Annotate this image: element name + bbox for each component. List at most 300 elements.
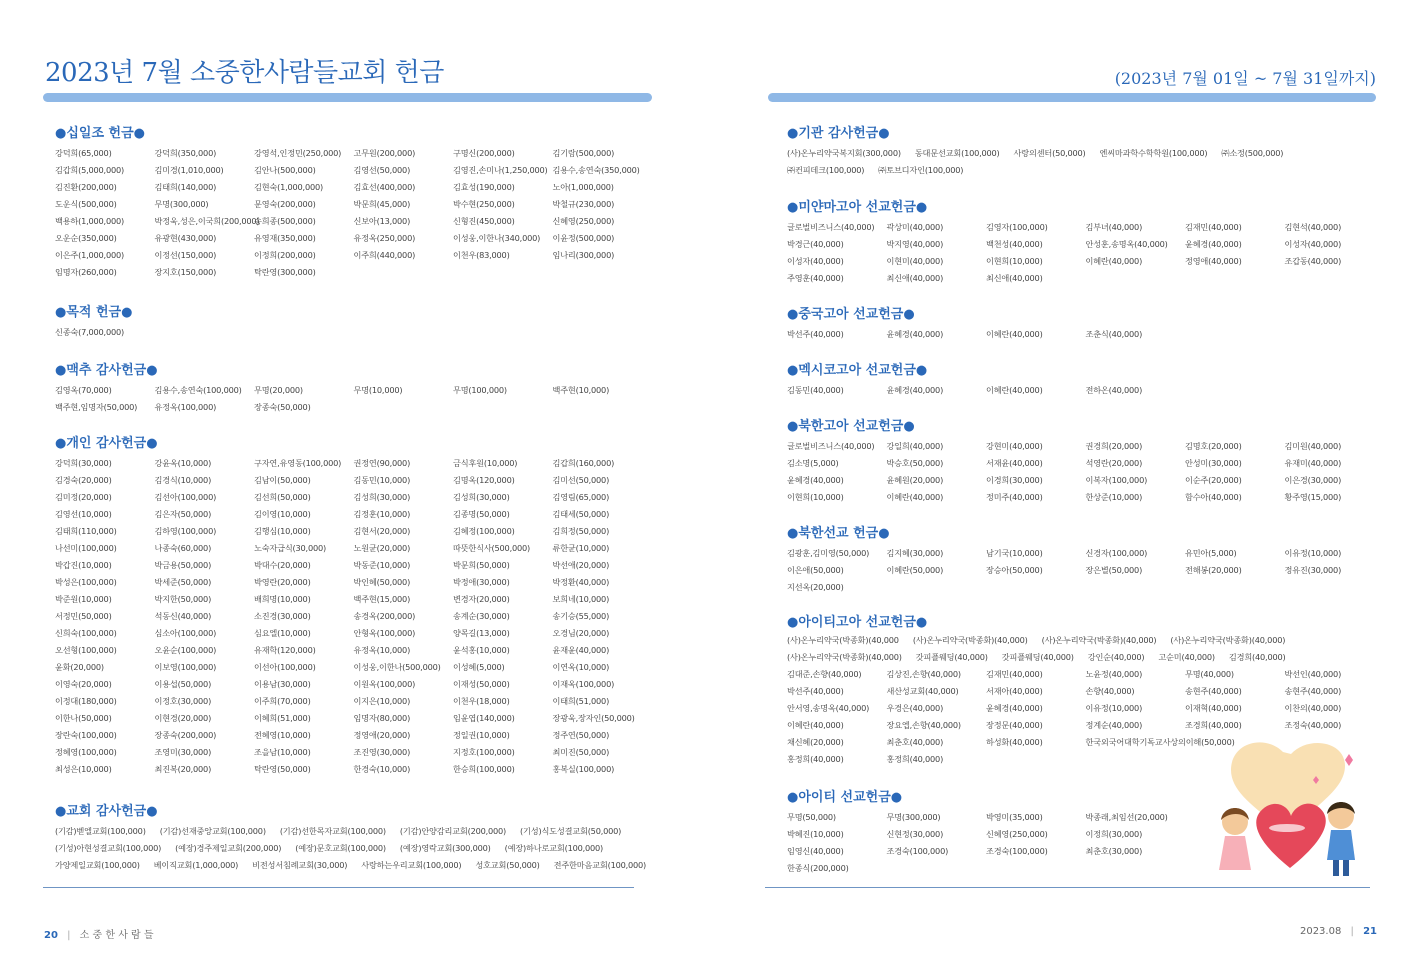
issue-date: 2023.08 — [1299, 926, 1342, 937]
donor-entry: 백천성(40,000) — [986, 239, 1043, 249]
donor-entry: 최신애(40,000) — [886, 273, 944, 283]
donor-row — [787, 649, 1384, 666]
donor-entry: 이성혜(5,000) — [453, 662, 505, 672]
donor-entry: 서정민(50,000) — [55, 611, 112, 621]
donor-entry: 김선희(50,000) — [254, 492, 311, 502]
donor-grid — [787, 219, 1384, 287]
donor-entry: 함수아(40,000) — [1185, 492, 1242, 502]
donor-entry: 최성은(10,000) — [55, 764, 112, 774]
donor-entry: 이혜란(40,000) — [787, 720, 844, 730]
donor-entry: 김행심(10,000) — [254, 526, 311, 536]
donor-entry: (사)온누리약국복지회(300,000) — [787, 148, 901, 158]
donor-entry: 윤혜경(40,000) — [886, 385, 944, 395]
donor-entry: ㈜컨피데크(100,000) — [787, 165, 865, 175]
donor-entry: ㈜소정(500,000) — [1221, 148, 1284, 158]
donor-entry: 김희정(50,000) — [552, 526, 610, 536]
donor-grid — [55, 455, 652, 778]
donor-entry: 한상준(10,000) — [1085, 492, 1143, 502]
donor-entry: 김명옥(120,000) — [453, 475, 515, 485]
magazine-name: 소 중 한 사 람 들 — [79, 930, 154, 941]
donor-entry: 김동민(40,000) — [787, 385, 844, 395]
donor-entry: 박지한(50,000) — [154, 594, 212, 604]
donor-entry: 장광욱,장자인(50,000) — [552, 713, 635, 723]
donor-entry: 송희종(500,000) — [254, 216, 316, 226]
donor-entry: 안성미(30,000) — [1185, 458, 1242, 468]
donor-entry: 김미경(1,010,000) — [154, 165, 224, 175]
donor-entry: 김영선(50,000) — [353, 165, 411, 175]
donor-entry: 송현주(40,000) — [1284, 686, 1342, 696]
donor-entry: 조경숙(100,000) — [886, 846, 949, 856]
donor-entry: 이현희(10,000) — [787, 492, 844, 502]
donor-entry: 가양제일교회(100,000) — [55, 860, 140, 870]
donor-entry: (기감)선한목자교회(100,000) — [279, 826, 386, 836]
donor-entry: 송기승(55,000) — [552, 611, 610, 621]
donor-entry: 최진복(20,000) — [154, 764, 212, 774]
donor-entry: 박선인(40,000) — [1284, 669, 1342, 679]
donor-entry: 김선아(100,000) — [154, 492, 217, 502]
donor-entry: 이혜란(40,000) — [1085, 256, 1143, 266]
donor-entry: 박갑진(10,000) — [55, 560, 112, 570]
donor-entry: 무명(300,000) — [886, 812, 941, 822]
donor-entry: 이용섭(50,000) — [154, 679, 212, 689]
donor-entry: 이혜란(40,000) — [986, 385, 1043, 395]
donor-entry: 한승희(100,000) — [453, 764, 515, 774]
donor-entry: 박영란(20,000) — [254, 577, 311, 587]
purpose-section — [55, 303, 652, 341]
donor-entry: 이천우(83,000) — [453, 250, 510, 260]
donor-row — [787, 632, 1384, 649]
donor-entry: 최미진(50,000) — [552, 747, 610, 757]
donor-entry: 박혜진(10,000) — [787, 829, 844, 839]
donor-entry: 조경희(40,000) — [1185, 720, 1242, 730]
donor-entry: 이현희(10,000) — [986, 256, 1043, 266]
donor-entry: (사)온누리약국(박종화)(40,000) — [1041, 635, 1157, 645]
donor-entry: 김경희(40,000) — [1228, 652, 1286, 662]
donor-entry: 윤화(20,000) — [55, 662, 104, 672]
donor-entry: 정영애(20,000) — [353, 730, 411, 740]
donor-entry: 무명(100,000) — [453, 385, 507, 395]
donor-entry: 김성희(30,000) — [453, 492, 510, 502]
donor-entry: 박동준(10,000) — [353, 560, 411, 570]
donor-entry: 김영자(100,000) — [986, 222, 1048, 232]
donor-entry: 송현주(40,000) — [1185, 686, 1242, 696]
donor-row — [55, 857, 660, 874]
donor-entry: 안성훈,송명옥(40,000) — [1085, 239, 1168, 249]
donor-entry: 홍정희(40,000) — [886, 754, 944, 764]
section-title: ●북한고아 선교헌금● — [787, 419, 915, 434]
donor-entry: 김소명(5,000) — [787, 458, 839, 468]
donor-entry: 김지혜(30,000) — [886, 548, 944, 558]
donor-entry: 김정훈(10,000) — [353, 509, 411, 519]
donor-entry: 이연옥(10,000) — [552, 662, 610, 672]
donor-entry: 지정호(100,000) — [453, 747, 515, 757]
donor-entry: 갓피플웨딩(40,000) — [915, 652, 988, 662]
donor-entry: 김성희(30,000) — [353, 492, 411, 502]
donor-entry: 백용하(1,000,000) — [55, 216, 124, 226]
donor-entry: 변경자(20,000) — [453, 594, 510, 604]
donor-entry: ㈜토브디자인(100,000) — [878, 165, 964, 175]
donor-entry: 이정선(150,000) — [154, 250, 217, 260]
donor-entry: 주영훈(40,000) — [787, 273, 844, 283]
donor-entry: 이정희(30,000) — [1085, 829, 1143, 839]
donor-entry: 임명자(260,000) — [55, 267, 117, 277]
donor-entry: 송경옥(200,000) — [353, 611, 416, 621]
section-title: ●개인 감사헌금● — [55, 436, 158, 451]
donor-entry: (사)온누리약국(박종화)(40,000 — [787, 635, 899, 645]
donor-entry: 김현숙(1,000,000) — [254, 182, 323, 192]
section-title: ●아이티 선교헌금● — [787, 790, 903, 805]
donor-entry: 신현정(30,000) — [886, 829, 944, 839]
donor-entry: 오윤순(100,000) — [154, 645, 217, 655]
donor-entry: 강인순(40,000) — [1087, 652, 1145, 662]
donor-entry: (예장)하나로교회(100,000) — [504, 843, 604, 853]
donor-entry: 김영림(65,000) — [552, 492, 610, 502]
section-title: ●멕시코고아 선교헌금● — [787, 363, 928, 378]
donor-entry: 무명(10,000) — [353, 385, 403, 395]
section-title: ●아이티고아 선교헌금● — [787, 615, 928, 630]
donor-entry: 윤재윤(40,000) — [552, 645, 610, 655]
china-section — [787, 305, 1384, 343]
donor-entry: 유정옥(250,000) — [353, 233, 416, 243]
donor-entry: 박경근(40,000) — [787, 239, 844, 249]
donor-entry: 박정환(40,000) — [552, 577, 610, 587]
donor-entry: 김용수,송연숙(350,000) — [552, 165, 640, 175]
donor-entry: 최춘호(30,000) — [1085, 846, 1143, 856]
donor-entry: 이윤정(500,000) — [552, 233, 615, 243]
donor-entry: 권경희(20,000) — [1085, 441, 1143, 451]
donor-entry: 김영진,손미나(1,250,000) — [453, 165, 548, 175]
donor-entry: (예장)영락교회(300,000) — [399, 843, 491, 853]
donor-entry: 임영신(40,000) — [787, 846, 844, 856]
donor-entry: 김영옥(70,000) — [55, 385, 112, 395]
donor-entry: 한종식(200,000) — [787, 863, 849, 873]
donor-entry: 백주현(10,000) — [552, 385, 610, 395]
donor-entry: 심요엘(10,000) — [254, 628, 311, 638]
donor-entry: 김미선(50,000) — [552, 475, 610, 485]
donor-entry: 구명신(200,000) — [453, 148, 515, 158]
donor-entry: 이정희(200,000) — [254, 250, 316, 260]
donor-entry: 신혜영(250,000) — [986, 829, 1048, 839]
donor-entry: 강윤옥(10,000) — [154, 458, 212, 468]
donor-entry: 이유정(10,000) — [1284, 548, 1342, 558]
donor-entry: (기감)벧엘교회(100,000) — [55, 826, 146, 836]
donor-entry: 이주희(70,000) — [254, 696, 311, 706]
footer-left — [44, 926, 154, 941]
donor-entry: 김태세(50,000) — [552, 509, 610, 519]
title-bar-right — [768, 93, 1376, 102]
section-title: ●십일조 헌금● — [55, 126, 146, 141]
donor-entry: 박정욱,성은,이국희(200,000) — [154, 216, 260, 226]
donor-entry: 박철규(230,000) — [552, 199, 615, 209]
donor-rows — [787, 632, 1384, 666]
donor-entry: 한경숙(10,000) — [353, 764, 411, 774]
donor-entry: 김재민(40,000) — [986, 669, 1043, 679]
donor-entry: 임명자(80,000) — [353, 713, 411, 723]
donor-entry: 비전성서침례교회(30,000) — [252, 860, 348, 870]
section-title: ●미얀마고아 선교헌금● — [787, 200, 928, 215]
donor-entry: 성호교회(50,000) — [475, 860, 540, 870]
donor-entry: 박승호(50,000) — [886, 458, 944, 468]
donor-entry: 이혜란(40,000) — [986, 329, 1043, 339]
donor-entry: 이지은(10,000) — [353, 696, 411, 706]
donor-entry: 전해봉(20,000) — [1185, 565, 1242, 575]
donor-grid — [55, 324, 652, 341]
donor-entry: 이현미(40,000) — [886, 256, 944, 266]
section-title: ●목적 헌금● — [55, 305, 133, 320]
donor-entry: 이재옥(100,000) — [552, 679, 615, 689]
donor-entry: 남기국(10,000) — [986, 548, 1043, 558]
donor-entry: 박준원(10,000) — [55, 594, 112, 604]
donor-grid — [787, 382, 1384, 399]
donor-entry: 장지호(150,000) — [154, 267, 217, 277]
donor-entry: 오경님(20,000) — [552, 628, 610, 638]
donor-entry: 금식후원(10,000) — [453, 458, 518, 468]
donor-entry: 권정연(90,000) — [353, 458, 411, 468]
donor-entry: 석동신(40,000) — [154, 611, 212, 621]
donor-entry: 문영숙(200,000) — [254, 199, 316, 209]
donor-entry: 무명(50,000) — [787, 812, 836, 822]
donor-entry: 유정옥(100,000) — [154, 402, 217, 412]
donor-entry: 송계순(30,000) — [453, 611, 510, 621]
donor-entry: 이은주(1,000,000) — [55, 250, 124, 260]
donor-entry: 이성자(40,000) — [787, 256, 844, 266]
donor-entry: 이순주(20,000) — [1185, 475, 1242, 485]
donor-entry: 베이직교회(1,000,000) — [153, 860, 239, 870]
donor-entry: 따뜻한식사(500,000) — [453, 543, 530, 553]
section-title: ●맥추 감사헌금● — [55, 363, 158, 378]
donor-grid — [55, 145, 652, 281]
donor-entry: 신종숙(7,000,000) — [55, 327, 124, 337]
donor-entry: 유민아(5,000) — [1185, 548, 1237, 558]
donor-entry: 이재혁(40,000) — [1185, 703, 1242, 713]
donor-entry: 임나리(300,000) — [552, 250, 615, 260]
donor-entry: 장종숙(200,000) — [154, 730, 217, 740]
footer-separator: | — [67, 930, 71, 941]
donor-entry: 신희숙(100,000) — [55, 628, 117, 638]
donor-grid — [787, 545, 1384, 596]
donor-entry: 백주현(15,000) — [353, 594, 411, 604]
title-bar-left — [43, 93, 652, 102]
donor-entry: 윤혜경(40,000) — [1185, 239, 1242, 249]
donor-entry: 신경자(100,000) — [1085, 548, 1148, 558]
donor-entry: 이보영(100,000) — [154, 662, 217, 672]
donor-entry: 김효선(400,000) — [353, 182, 416, 192]
donor-entry: (사)온누리약국(박종화)(40,000) — [787, 652, 902, 662]
donor-entry: 전혜영(10,000) — [254, 730, 311, 740]
donor-entry: 홍정희(40,000) — [787, 754, 844, 764]
donor-entry: 나선미(100,000) — [55, 543, 117, 553]
donor-entry: 박세준(50,000) — [154, 577, 212, 587]
donor-entry: (사)온누리약국(박종화)(40,000) — [1170, 635, 1286, 645]
donor-entry: 전하온(40,000) — [1085, 385, 1143, 395]
donor-entry: 김영선(10,000) — [55, 509, 112, 519]
donor-entry: 이경희(30,000) — [986, 475, 1043, 485]
section-title: ●북한선교 헌금● — [787, 526, 890, 541]
section-title: ●중국고아 선교헌금● — [787, 307, 915, 322]
donor-entry: 최춘호(40,000) — [886, 737, 944, 747]
donor-entry: 윤혜경(40,000) — [886, 329, 944, 339]
donor-entry: 도운식(500,000) — [55, 199, 117, 209]
donor-entry: (기감)안양감리교회(200,000) — [399, 826, 507, 836]
donor-entry: (예장)경주제일교회(200,000) — [175, 843, 282, 853]
donor-entry: 정혜영(100,000) — [55, 747, 117, 757]
donor-entry: 사랑하는우리교회(100,000) — [361, 860, 462, 870]
donor-entry: 윤혜경(40,000) — [986, 703, 1043, 713]
donor-entry: 김효성(190,000) — [453, 182, 515, 192]
donor-entry: 엔씨마과학수학학원(100,000) — [1099, 148, 1208, 158]
donor-entry: 김태희(140,000) — [154, 182, 217, 192]
donor-entry: 강현미(40,000) — [986, 441, 1043, 451]
donor-entry: 이용남(30,000) — [254, 679, 311, 689]
donor-entry: 윤혜원(20,000) — [886, 475, 944, 485]
personal-thanks-section — [55, 434, 652, 778]
donor-entry: 무명(300,000) — [154, 199, 209, 209]
donor-entry: 심소아(100,000) — [154, 628, 217, 638]
donor-entry: 신보아(13,000) — [353, 216, 411, 226]
donor-entry: 박수현(250,000) — [453, 199, 515, 209]
page-title: 2023년 7월 소중한사람들교회 헌금 — [45, 58, 444, 88]
donor-entry: 이혜희(51,000) — [254, 713, 311, 723]
donor-entry: 고순미(40,000) — [1158, 652, 1215, 662]
donor-entry: 손향(40,000) — [1085, 686, 1135, 696]
donor-entry: 김하영(100,000) — [154, 526, 217, 536]
donor-entry: 사랑의센터(50,000) — [1013, 148, 1086, 158]
donor-entry: 이은애(50,000) — [787, 565, 844, 575]
donor-entry: 강덕희(350,000) — [154, 148, 217, 158]
donor-entry: 나종숙(60,000) — [154, 543, 212, 553]
donor-entry: 김광훈,김미영(50,000) — [787, 548, 870, 558]
donor-entry: 이태희(51,000) — [552, 696, 610, 706]
donor-entry: 박종래,최임선(20,000) — [1085, 812, 1168, 822]
donor-entry: 장종숙(50,000) — [254, 402, 311, 412]
section-title: ●기관 감사헌금● — [787, 126, 890, 141]
donor-entry: 갓피플웨딩(40,000) — [1001, 652, 1074, 662]
donor-entry: 소진경(30,000) — [254, 611, 311, 621]
org-thanks-section — [787, 124, 1297, 179]
donor-entry: 유광현(430,000) — [154, 233, 217, 243]
donor-entry: 조영미(30,000) — [154, 747, 212, 757]
donor-entry: 김진환(200,000) — [55, 182, 117, 192]
donor-rows — [55, 823, 660, 874]
mc-thanks-section — [55, 361, 652, 416]
donor-entry: 강일희(40,000) — [886, 441, 944, 451]
donor-entry: 박선애(20,000) — [552, 560, 610, 570]
donor-entry: 이혜란(40,000) — [886, 492, 944, 502]
donor-entry: 조경숙(100,000) — [986, 846, 1048, 856]
donor-entry: 이성웅,이한나(340,000) — [453, 233, 541, 243]
donor-entry: 새산성교회(40,000) — [886, 686, 959, 696]
donor-entry: 김미원(40,000) — [1284, 441, 1342, 451]
donor-entry: 장은별(50,000) — [1085, 565, 1143, 575]
donor-entry: 이재성(50,000) — [453, 679, 510, 689]
donor-entry: (기성)식도성결교회(50,000) — [520, 826, 622, 836]
donor-entry: 김경숙(20,000) — [55, 475, 112, 485]
nk-orphan-section — [787, 417, 1384, 506]
donor-entry: 박문희(45,000) — [353, 199, 411, 209]
donor-entry: 탁란영(50,000) — [254, 764, 311, 774]
donor-entry: 서재윤(40,000) — [986, 458, 1043, 468]
donor-entry: 양목길(13,000) — [453, 628, 510, 638]
donor-entry: 유재학(120,000) — [254, 645, 316, 655]
donor-entry: 박영미(35,000) — [986, 812, 1043, 822]
donor-entry: 조정숙(40,000) — [1284, 720, 1342, 730]
donor-entry: 박정애(30,000) — [453, 577, 510, 587]
donor-entry: 김이영(10,000) — [254, 509, 311, 519]
donor-entry: 정유진(30,000) — [1284, 565, 1342, 575]
donor-grid — [55, 382, 652, 416]
donor-entry: 정계순(40,000) — [1085, 720, 1143, 730]
footer-separator: | — [1350, 926, 1354, 937]
donor-entry: 유영재(350,000) — [254, 233, 316, 243]
donor-entry: 강덕희(65,000) — [55, 148, 112, 158]
donor-entry: (예장)문호교회(100,000) — [295, 843, 386, 853]
myanmar-section — [787, 198, 1384, 287]
church-thanks-section — [55, 802, 660, 874]
donor-entry: 조갑동(40,000) — [1284, 256, 1342, 266]
donor-entry: 이천우(18,000) — [453, 696, 510, 706]
donor-entry: 김부녀(40,000) — [1085, 222, 1143, 232]
donor-entry: 김명호(20,000) — [1185, 441, 1242, 451]
donor-entry: 유재미(40,000) — [1284, 458, 1342, 468]
donor-row — [55, 823, 660, 840]
donor-entry: 김현석(40,000) — [1284, 222, 1342, 232]
donor-entry: 배희명(10,000) — [254, 594, 311, 604]
donor-entry: (기감)선재중앙교회(100,000) — [159, 826, 266, 836]
page-number-left: 20 — [44, 930, 58, 941]
donor-entry: (사)온누리약국(박종화)(40,000) — [912, 635, 1028, 645]
donor-entry: 김경식(10,000) — [154, 475, 212, 485]
donor-entry: 글로벌비즈니스(40,000) — [787, 441, 875, 451]
donor-entry: 전주한마음교회(100,000) — [553, 860, 647, 870]
donor-entry: 최신애(40,000) — [986, 273, 1043, 283]
donor-entry: 장승아(50,000) — [986, 565, 1043, 575]
donor-entry: 조을남(10,000) — [254, 747, 311, 757]
donor-entry: 보희네(10,000) — [552, 594, 610, 604]
donor-entry: 김기람(500,000) — [552, 148, 615, 158]
period-label: (2023년 7월 01일 ~ 7월 31일까지) — [1114, 69, 1376, 88]
page-number-right: 21 — [1363, 926, 1377, 937]
donor-entry: 유정옥(10,000) — [353, 645, 411, 655]
donor-entry: 이정호(30,000) — [154, 696, 212, 706]
donor-grid — [787, 326, 1384, 343]
donor-entry: 김종명(50,000) — [453, 509, 510, 519]
donor-entry: 이찬의(40,000) — [1284, 703, 1342, 713]
donor-entry: 박성은(100,000) — [55, 577, 117, 587]
donor-entry: 곽상미(40,000) — [886, 222, 944, 232]
donor-entry: 류한균(10,000) — [552, 543, 610, 553]
donor-entry: 한국외국어대학기독교사상의이해(50,000) — [1085, 737, 1235, 747]
donor-entry: 이혜란(50,000) — [886, 565, 944, 575]
donor-entry: 오운순(350,000) — [55, 233, 117, 243]
donor-entry: 서재아(40,000) — [986, 686, 1043, 696]
donor-entry: 박문희(50,000) — [453, 560, 510, 570]
donor-entry: 정주연(50,000) — [552, 730, 610, 740]
donor-entry: 하성화(40,000) — [986, 737, 1043, 747]
mexico-section — [787, 361, 1384, 399]
donor-entry: 이현경(20,000) — [154, 713, 212, 723]
donor-entry: 강영석,인정민(250,000) — [254, 148, 342, 158]
donor-entry: 우경은(40,000) — [886, 703, 944, 713]
donor-entry: 김대준,손향(40,000) — [787, 669, 862, 679]
donor-entry: 김미정(20,000) — [55, 492, 112, 502]
donor-entry: 오선형(100,000) — [55, 645, 117, 655]
donor-entry: 김은자(50,000) — [154, 509, 212, 519]
donor-entry: 정영애(40,000) — [1185, 256, 1242, 266]
donor-entry: 김갑희(160,000) — [552, 458, 615, 468]
donor-entry: 이정대(180,000) — [55, 696, 117, 706]
donor-entry: 김안나(500,000) — [254, 165, 316, 175]
donor-entry: 황주영(15,000) — [1284, 492, 1342, 502]
